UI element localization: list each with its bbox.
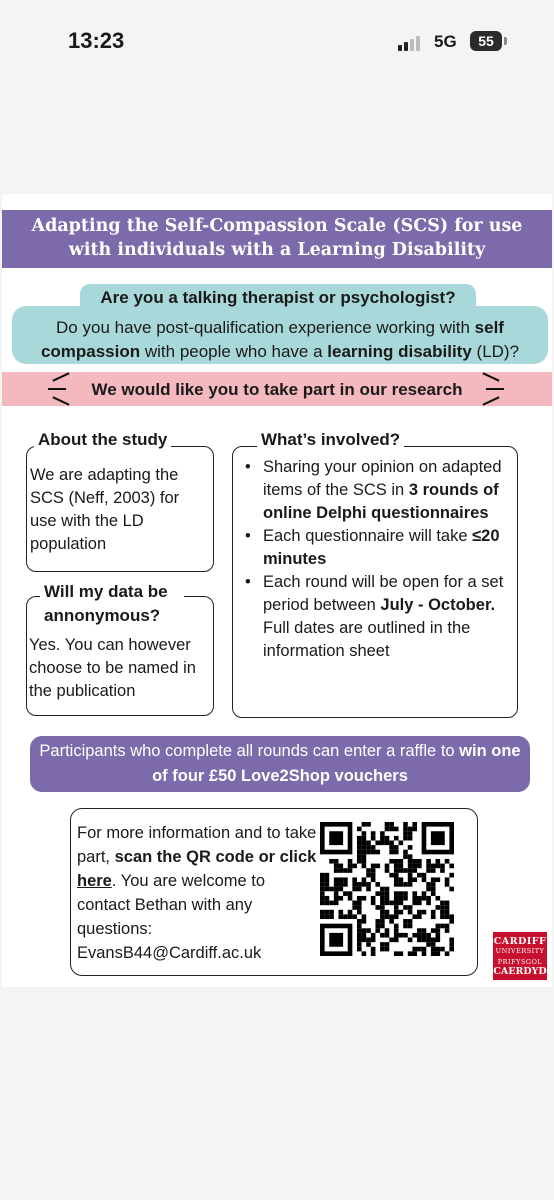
raffle-plain: Participants who complete all rounds can enter a raffle to [39, 742, 460, 760]
raffle-banner [30, 736, 530, 792]
contact-text [77, 821, 317, 965]
logo-line: UNIVERSITY [495, 947, 545, 955]
poster-title-line-2: with individuals with a Learning Disability [68, 240, 486, 260]
contact-plain: . You are welcome to contact Bethan with any questions: [77, 872, 266, 938]
anonymous-heading: Will my data be annonymous? [40, 580, 184, 628]
here-link[interactable]: here [77, 872, 112, 890]
item-text: Each questionnaire will take [263, 527, 473, 545]
clock: 13:23 [68, 28, 125, 53]
item-bold: July - October. [380, 596, 496, 614]
battery-icon: 55 [470, 31, 502, 51]
raffle-text [30, 736, 530, 789]
question-bold-learning-disability: learning disability [327, 342, 472, 361]
battery-tip [504, 37, 507, 45]
logo-line: CARDIFF [493, 936, 547, 947]
involved-list [241, 456, 511, 663]
logo-line: PRIFYSGOL [497, 958, 543, 966]
qr-code[interactable] [320, 822, 454, 956]
invite-text: We would like you to take part in our research [91, 380, 463, 399]
about-heading: About the study [34, 430, 171, 450]
poster-image [2, 194, 552, 987]
question-therapist: Are you a talking therapist or psychologist? [100, 288, 456, 307]
involved-heading: What’s involved? [257, 430, 404, 450]
poster-title-line-1: Adapting the Self-Compassion Scale (SCS) for use [31, 216, 523, 236]
raffle-bold: win one of four £50 Love2Shop vouchers [152, 742, 521, 785]
anonymous-body: Yes. You can however choose to be named in the publication [29, 636, 196, 700]
question-text: (LD)? [471, 342, 520, 361]
logo-line: CAERDYD [493, 966, 547, 977]
contact-plain: For more information and to take part, [77, 824, 317, 866]
list-item [241, 456, 511, 525]
network-type: 5G [434, 32, 457, 51]
question-text: with people who have a [140, 342, 328, 361]
contact-bold: scan the QR code or click [114, 848, 317, 866]
cardiff-university-logo [493, 932, 547, 980]
question-experience [16, 316, 544, 364]
poster-title [2, 214, 552, 262]
item-bold: ≤20 minutes [263, 527, 500, 568]
contact-email[interactable]: EvansB44@Cardiff.ac.uk [77, 944, 262, 962]
question-bold-self-compassion: self compassion [40, 318, 504, 361]
item-text: Full dates are outlined in the information sheet [263, 619, 471, 660]
item-text: Each round will be open for a set period between [263, 573, 504, 614]
signal-icon [398, 35, 424, 51]
about-body: We are adapting the SCS (Neff, 2003) for use with the LD population [30, 466, 180, 553]
item-bold: 3 rounds of online Delphi questionnaires [263, 481, 499, 522]
status-bar [0, 0, 554, 80]
list-item [241, 571, 511, 663]
item-text: Sharing your opinion on adapted items of the SCS in [263, 458, 502, 499]
question-text: Do you have post-qualification experience working with [56, 318, 475, 337]
list-item [241, 525, 511, 571]
